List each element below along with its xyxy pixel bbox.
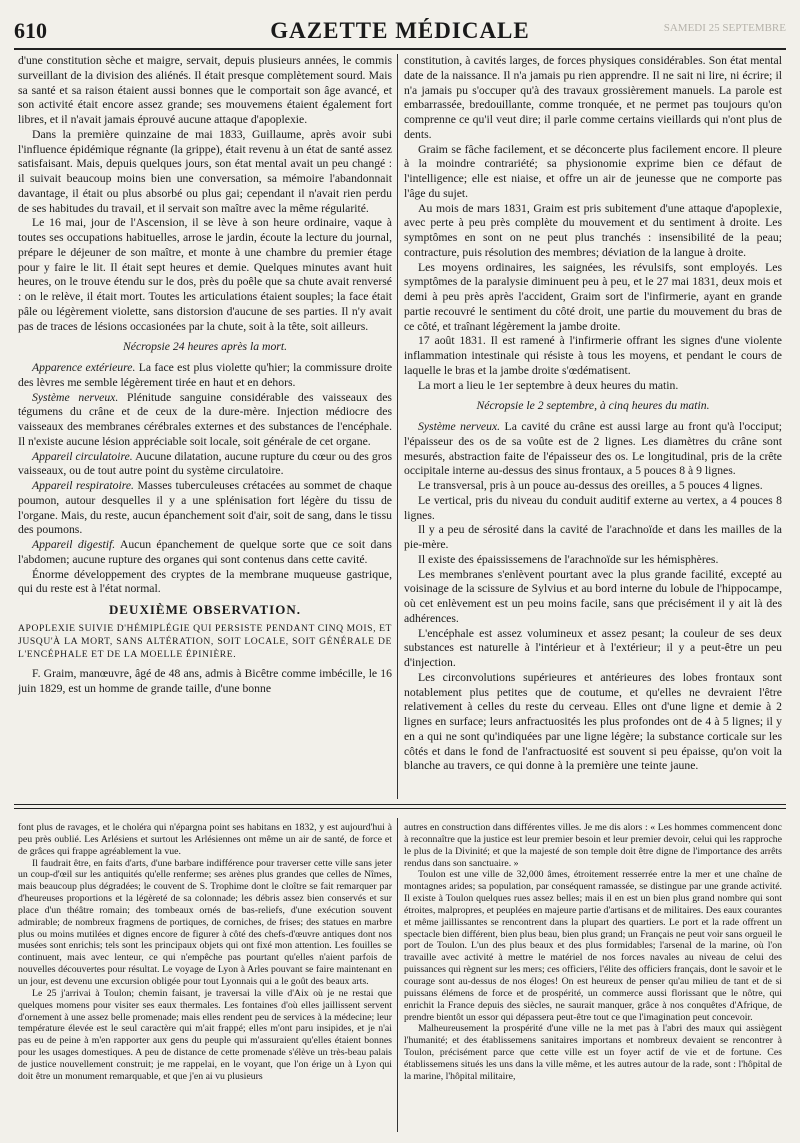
paragraph: Malheureusement la prospérité d'une ville ne la met pas à l'abri des maux qui assiègent l'humanité; et des établissemens sanitaires importans et nombreux devaient se rencontrer à Toulon, précisément parce que cette ville est un foyer actif de vie et de fortune. Ces établissemens situés les uns dans la ville même, et les autres autour de la rade, sont : l'hôpital de la marine, l'hôpital militaire, [404, 1023, 782, 1082]
paragraph [18, 450, 392, 480]
paragraph [18, 391, 392, 450]
paragraph [18, 538, 392, 568]
upper-left-column [18, 54, 392, 794]
paragraph [404, 523, 782, 553]
paragraph: Il faudrait être, en faits d'arts, d'une barbare indifférence pour traverser cette ville sans jeter un coup-d'œil sur les antiquités qu'elle renferme; ses arènes plus grandes que celles de Nîmes, mais beaucoup plus dégradées; le couvent de S. Trophime dont le cloître se fait remarquer par d'heureuses proportions et la légèreté de sa colonnade; les débris assez bien conservés et sur place d'un théâtre romain; des tombeaux ornés de bas-reliefs, d'une exécution souvent admirable; de nombreux fragmens de portiques, de corniches, de frises; des statues en marbre plus ou moins mutilées et dignes encore de figurer à côté des chefs-d'œuvre antiques dont nos musées sont enrichis; tels sont les principaux objets qui ont fixé mon attention. Les fouilles se continuent, mais avec lenteur, ce qui n'empêche pas pourtant qu'elles n'aient parfois de nouvelles découvertes pour résultat. Le voyage de Lyon à Arles pouvant se faire maintenant en un jour, est devenu une excursion obligée pour tout Lyonnais qui a le goût des beaux arts. [18, 857, 392, 987]
paragraph [404, 420, 782, 479]
paragraph-text: Aucun épanchement de quelque sorte que ce soit dans l'abdomen; aucune rupture des organes qui sont contenus dans cette cavité. [18, 538, 392, 566]
paragraph: Le 16 mai, jour de l'Ascension, il se lève à son heure ordinaire, vaque à toutes ses occupations habituelles, arrose le jardin, écoute la lecture du journal, prépare le déjeuner de son maître, et monte à une chambre du premier étage pour y faire le lit. Il était sept heures et demie. Quelques minutes avant huit heures, on le trouve étendu sur le dos, près du poêle que sa chute avait renversé : on le relève, il était mort. Toutes les articulations étaient souples; la face était pâle ou légèrement violette, sans distorsion d'aucune de ses parties. Il n'y avait pas de traces de lésions occasionées par la chute, soit à la tête, soit ailleurs. [18, 216, 392, 333]
paragraph: F. Graim, manœuvre, âgé de 48 ans, admis à Bicêtre comme imbécille, le 16 juin 1829, est un homme de grande taille, d'une bonne [18, 666, 392, 695]
paragraph [18, 479, 392, 538]
section-heading-necropsie: Nécropsie 24 heures après la mort. [122, 340, 288, 354]
paragraph: Dans la première quinzaine de mai 1833, Guillaume, après avoir subi l'influence épidémique régnante (la grippe), était revenu à un état de santé assez satisfaisant. Mais, depuis quelques jours, son état mental avait un peu changé : il suivait beaucoup moins bien une conversation, sa mémoire l'abandonnait davantage, il était ou plus absorbé ou plus gai; cependant il n'avait rien perdu de ses habitudes du travail, et il servait son maître avec la même régularité. [18, 127, 392, 215]
lower-left-column [18, 822, 392, 1130]
paragraph-text: Les circonvolutions supérieures et antérieures des lobes frontaux sont notablement plus petites que de coutume, et qu'elles ne devraient l'être relativement à celles du reste du cerveau. Elles ont d'une ligne et demie à 2 lignes en surface; leurs anfractuosités les plus profondes ont de 4 à 5 lignes; il y en a qui ne sont qu'indiquées par une ligne légère; la substance corticale sur les côtés et dans le fond de l'anfractuosité est souvent si peu épaisse, qu'on voit la blanche au travers, ce qui donne à la première une teinte jaune. [404, 670, 782, 773]
paragraph: constitution, à cavités larges, de forces physiques considérables. Son état mental date de la naissance. Il n'a jamais pu rien apprendre. Il ne sait ni lire, ni écrire; il n'a jamais pu s'occuper qu'à des travaux grossièrement manuels. La parole est embarrassée, bredouillante, comme tronquée, et ne permet pas toujours qu'on comprenne ce qu'il veut dire; il parle comme certains vieillards qui n'ont plus de dents. [404, 54, 782, 141]
paragraph [18, 361, 392, 391]
paragraph [404, 494, 782, 524]
page-title: GAZETTE MÉDICALE [270, 18, 530, 43]
paragraph: Toulon est une ville de 32,000 âmes, étroitement resserrée entre la mer et une chaîne de montagnes arides; sa population, par conséquent ramassée, se distingue par une grande activité. Il existe à Toulon quelques rues assez belles; mais il en est un bien plus grand nombre qui sont étroites, malpropres, et peuplées en majeure partie d'artisans et de militaires. Des eaux courantes et même jaillissantes se rencontrent dans la plupart des quartiers. Le port et la rade offrent un spectacle bien différent, bien plus beau, bien plus grand; un Français ne peut voir sans orgueil le port de Toulon. L'un des plus beaux et des plus formidables; l'arsenal de la marine, où l'on travaille avec activité à mettre le matériel de nos forces navales au niveau de celui des puissances qui règnent sur les mers; ces officiers, l'élite des officiers français, dont le savoir et le courage sont au-dessus de nos éloges! On est heureux de penser qu'au milieu de tant et de si puissans élémens de force et de prospérité, un commerce aussi florissant que le nôtre, qui enrichit la France depuis des siècles, ne saurait manquer, grâce à nos conquêtes d'Afrique, de prendre bientôt un essor qui dépassera peut-être tout ce que l'imagination peut concevoir. [404, 869, 782, 1023]
section-rule-1 [14, 804, 786, 805]
paragraph-keyword: Appareil respiratoire. [32, 479, 134, 492]
paragraph-text: Plénitude sanguine considérable des vaisseaux des tégumens du crâne et de ceux de la dure-mère. Injection médiocre des vaisseaux des membranes cérébrales externes et des substances de l'encéphale. Il n'existe aucune lésion appréciable soit locale, soit générale de cet organe. [18, 390, 392, 448]
paragraph-keyword: Système nerveux. [32, 390, 119, 404]
paragraph-keyword: Appareil circulatoire. [32, 449, 133, 463]
paragraph: Graim se fâche facilement, et se déconcerte plus facilement encore. Il pleure à la moindre contrariété; sa physionomie exprime bien ce défaut de l'intelligence; elle est niaise, et offre un air de jeunesse que ne comporte pas l'âge du sujet. [404, 142, 782, 200]
paragraph-keyword: Apparence extérieure. [32, 361, 136, 374]
paragraph-text: La face est plus violette qu'hier; la commissure droite des lèvres me semble légèrement tirée en haut et en dehors. [18, 361, 392, 389]
lower-right-column [404, 822, 782, 1130]
paragraph [404, 479, 782, 494]
bleed-through-text: SAMEDI 25 SEPTEMBRE [663, 22, 786, 34]
paragraph: Les moyens ordinaires, les saignées, les révulsifs, sont employés. Les symptômes de la paralysie diminuent peu à peu, et le 27 mai 1831, deux mois et demi à peu près après l'accident, Graim sort de l'infirmerie, ayant en grande partie recouvré le sentiment du côté droit, une partie du mouvement du bras de ce côté, et traînant légèrement la jambe droite. [404, 260, 782, 333]
paragraph-keyword: Appareil digestif. [32, 538, 116, 551]
paragraph-text: Le transversal, pris à un pouce au-dessus des oreilles, a 5 pouces 4 lignes. [418, 479, 763, 492]
paragraph [18, 568, 392, 598]
page-header [14, 16, 786, 46]
paragraph: La mort a lieu le 1er septembre à deux heures du matin. [418, 378, 679, 392]
paragraph-text: L'encéphale est assez volumineux et assez pesant; la couleur de ses deux substances est naturelle à l'intérieur et à l'extérieur; il y a peut-être un peu d'injection. [404, 626, 782, 669]
paragraph-text: Aucune dilatation, aucune rupture du cœur ou des gros vaisseaux, ou de tout autre point du système circulatoire. [18, 449, 392, 478]
observation-subtitle: APOPLEXIE SUIVIE D'HÉMIPLÉGIE QUI PERSISTE PENDANT CINQ MOIS, ET JUSQU'À LA MORT, SANS ALTÉRATION, SOIT LOCALE, SOIT GÉNÉRALE DE L'ENCÉPHALE ET DE LA MOELLE ÉPINIÈRE. [18, 622, 392, 660]
paragraph: Le 25 j'arrivai à Toulon; chemin faisant, je traversai la ville d'Aix où je ne restai que quelques momens pour visiter ses eaux thermales. Les fontaines d'où elles jaillissent servent d'ornement à une assez belle promenade; mais elles rendent peu de services à la médecine; leur température élevée est le seul caractère qui m'ait frappé; elles m'ont paru insipides, et je n'ai pas eu de peine à m'en rapporter aux gens du peuple qui m'assuraient qu'elles étaient bonnes pour les usages domestiques. A peu de distance de cette promenade s'élève un très-beau palais de justice nouvellement construit; je me rappelai, en le voyant, que l'on érige un à Lyon qui doit être un monument remarquable, et que j'en ai vu plusieurs [18, 987, 392, 1082]
paragraph [404, 671, 782, 774]
paragraph-text: Les membranes s'enlèvent pourtant avec la plus grande facilité, excepté au voisinage de la scissure de Sylvius et au bord interne du lobule de l'hippocampe, où cet enlèvement est un peu moins facile, sans que précisément il y ait là des adhérences. [404, 567, 782, 625]
paragraph-text: Le vertical, pris du niveau du conduit auditif externe au vertex, a 4 pouces 8 lignes. [404, 493, 782, 522]
paragraph-text: La cavité du crâne est aussi large au front qu'à l'occiput; l'épaisseur des os de sa voûte est de 2 lignes. Les diamètres du crâne sont mesurés, abstraction faite de l'épaisseur des os. Le longitudinal, pris de la crête occipitale interne au-dessus des sinus frontaux, a 5 pouces 8 à 9 lignes. [404, 420, 782, 478]
paragraph-text: Masses tuberculeuses crétacées au sommet de chaque poumon, autour desquelles il y a une splénisation fort légère du tissu de l'organe. Mais, du reste, aucun épanchement soit d'air, soit de sang, dans le tissu des poumons. [18, 479, 392, 537]
paragraph: autres en construction dans différentes villes. Je me dis alors : « Les hommes commencent donc à reconnaître que la justice est leur premier besoin et leur premier devoir, celui qui les rapproche le plus de la Divinité; et que la majesté de son temple doit être digne de l'importance des arrêts rendus dans son sanctuaire. » [404, 822, 782, 869]
paragraph: 17 août 1831. Il est ramené à l'infirmerie offrant les signes d'une violente inflammation intestinale qui résiste à tous les moyens, et pendant le cours de laquelle le bras et la jambe droite s'œdématisent. [404, 334, 782, 377]
header-rule [14, 48, 786, 50]
paragraph: d'une constitution sèche et maigre, servait, depuis plusieurs années, le commis surveillant de la division des aliénés. Il était presque complètement sourd. Mais sa santé et sa raison étaient aussi bonnes que le comportait son âge avancé, et son activité était encore assez grande; ses mouvemens étaient également fort libres, et il n'avait jamais éprouvé aucune attaque d'apoplexie. [18, 54, 392, 126]
page-number: 610 [14, 18, 47, 43]
paragraph: Au mois de mars 1831, Graim est pris subitement d'une attaque d'apoplexie, avec perte à peu près complète du mouvement et du sentiment à droite. Les symptômes en sont on ne peut plus tranchés : insensibilité de la peau; contracture, puis résolution des membres; déviation de la langue à droite. [404, 201, 782, 259]
lower-column-separator [397, 818, 398, 1132]
paragraph [404, 568, 782, 627]
upper-right-column [404, 54, 782, 794]
paragraph [404, 627, 782, 671]
paragraph [404, 553, 782, 568]
upper-column-separator [397, 54, 398, 799]
paragraph-text: Énorme développement des cryptes de la membrane muqueuse gastrique, qui du reste est à l'état normal. [18, 567, 392, 596]
paragraph-keyword: Système nerveux. [418, 420, 501, 433]
paragraph-text: Il y a peu de sérosité dans la cavité de l'arachnoïde et dans les mailles de la pie-mère. [404, 523, 782, 551]
observation-title: DEUXIÈME OBSERVATION. [109, 602, 301, 617]
section-rule-2 [14, 808, 786, 809]
section-heading-necropsie: Nécropsie le 2 septembre, à cinq heures du matin. [476, 399, 710, 413]
paragraph: font plus de ravages, et le choléra qui n'épargna point ses habitans en 1832, y est aujourd'hui à peu près oublié. Les Arlésiens et surtout les Arlésiennes ont même un air de santé, de force et de grâces qui frappe agréablement la vue. [18, 822, 392, 857]
paragraph-text: Il existe des épaississemens de l'arachnoïde sur les hémisphères. [418, 552, 719, 566]
